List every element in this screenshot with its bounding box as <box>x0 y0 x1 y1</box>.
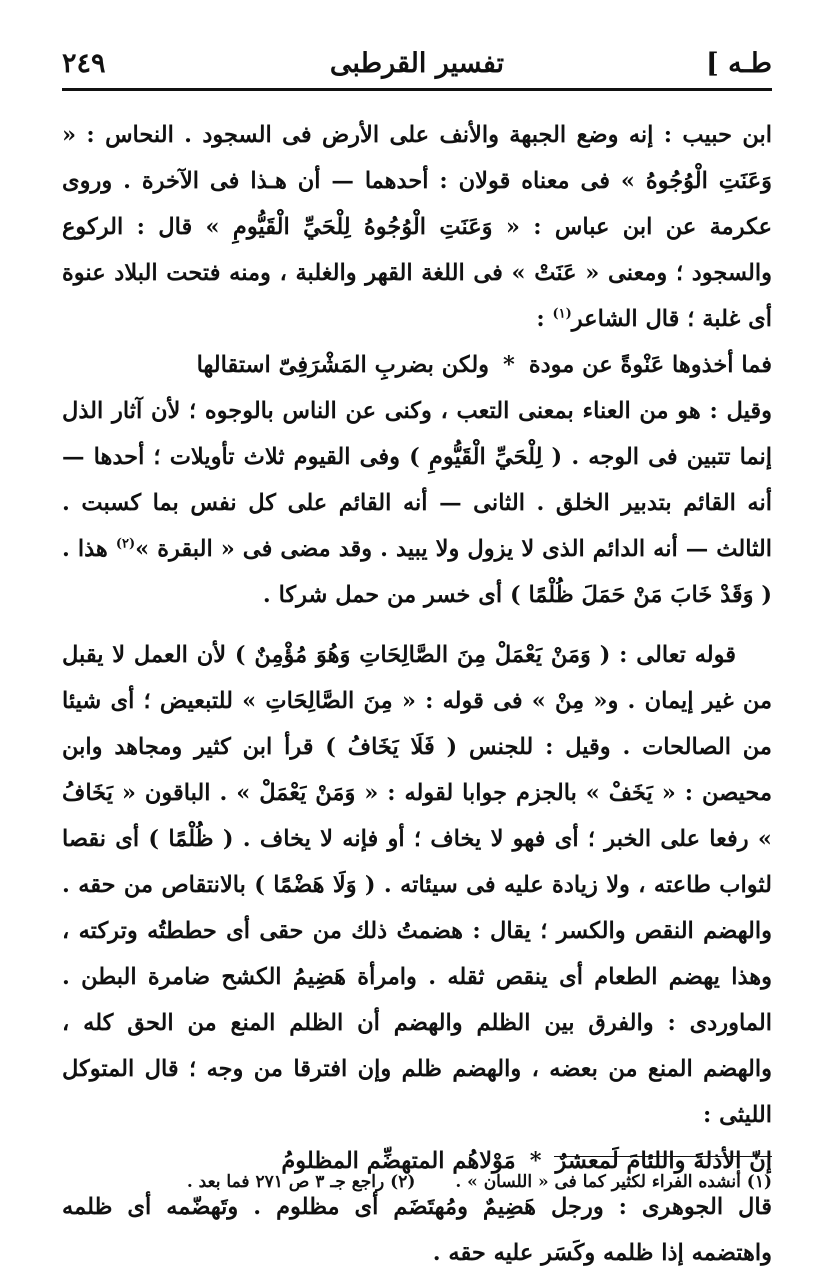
header-rule <box>62 88 772 91</box>
verse-separator: * <box>529 1148 542 1174</box>
paragraph-intro <box>62 112 772 342</box>
body-text <box>62 112 772 1276</box>
paragraph-qayyum <box>62 388 772 618</box>
book-title: تفسير القرطبى <box>329 48 505 79</box>
poetry-verse-1 <box>62 342 772 388</box>
footnote-2: (٢) راجع جـ ٣ ص ٢٧١ فما بعد . <box>186 1172 416 1192</box>
footnotes <box>62 1168 772 1196</box>
chapter-name: طـه ] <box>705 48 772 79</box>
verse-first-hemistich: فما أخذوها عَنْوةً عن مودة <box>528 352 772 378</box>
paragraph-tail: : <box>536 306 553 332</box>
paragraph-text: قوله تعالى : ( وَمَنْ يَعْمَلْ مِنَ الصَّالِحَاتِ وَهُوَ مُؤْمِنٌ ) لأن العمل لا يقبل من غير إيمان . و« مِنْ » فى قوله : « مِنَ الصَّالِحَاتِ » للتبعيض ؛ أى شيئا من الصالحات . وقيل : للجنس ( فَلَا يَخَافُ ) قرأ ابن كثير ومجاهد وابن محيصن : « يَخَفْ » بالجزم جوابا لقوله : « وَمَنْ يَعْمَلْ » . الباقون « يَخَافُ » رفعا على الخبر ؛ أى فهو لا يخاف ؛ أو فإنه لا يخاف . ( ظُلْمًا ) أى نقصا لثواب طاعته ، ولا زيادة عليه فى سيئاته . ( وَلَا هَضْمًا ) بالانتقاص من حقه . والهضم النقص والكسر ؛ يقال : هضمتُ ذلك من حقى أى حططتُه وتركته ، وهذا يهضم الطعام أى ينقص ثقله . وامرأة هَضِيمُ الكشح ضامرة البطن . الماوردى : والفرق بين الظلم والهضم أن الظلم المنع من الحق كله ، والهضم المنع من بعضه ، والهضم ظلم وإن افترقا من وجه ؛ قال المتوكل الليثى : <box>62 642 772 1128</box>
paragraph-jawhari <box>62 1184 772 1276</box>
paragraph-text: ابن حبيب : إنه وضع الجبهة والأنف على الأرض فى السجود . النحاس : « وَعَنَتِ الْوُجُوهُ » فى معناه قولان : أحدهما — أن هـذا فى الآخرة . وروى عكرمة عن ابن عباس : « وَعَنَتِ الْوُجُوهُ لِلْحَيِّ الْقَيُّومِ » قال : الركوع والسجود ؛ ومعنى « عَنَتْ » فى اللغة القهر والغلبة ، ومنه فتحت البلاد عنوة أى غلبة ؛ قال الشاعر <box>62 122 772 332</box>
paragraph-verse-commentary <box>62 632 772 1138</box>
page-number: ٢٤٩ <box>62 48 106 79</box>
footnote-ref-1: (١) <box>552 306 572 322</box>
footnote-1: (١) أنشده الفراء لكثير كما فى « اللسان » . <box>455 1172 772 1192</box>
running-header <box>62 40 772 90</box>
verse-first-hemistich: إنّ الأذلةَ واللئامَ لَمعشرٌ <box>555 1148 772 1174</box>
paragraph-text: وقيل : هو من العناء بمعنى التعب ، وكنى عن الناس بالوجوه ؛ لأن آثار الذل إنما تتبين فى الوجه . ( لِلْحَيِّ الْقَيُّومِ ) وفى القيوم ثلاث تأويلات ؛ أحدها — أنه القائم بتدبير الخلق . الثانى — أنه القائم على كل نفس بما كسبت . الثالث — أنه الدائم الذى لا يزول ولا يبيد . وقد مضى فى « البقرة » <box>62 398 772 562</box>
verse-second-hemistich: مَوْلاهُم المتهضِّم المظلومُ <box>281 1148 516 1174</box>
paragraph-tail: هذا . ( وَقَدْ خَابَ مَنْ حَمَلَ ظُلْمًا ) أى خسر من حمل شركا . <box>62 536 772 608</box>
footnote-rule <box>554 1156 772 1157</box>
footnote-ref-2: (٢) <box>115 536 136 552</box>
verse-second-hemistich: ولكن بضربِ المَشْرَفِىّ استقالها <box>196 352 490 378</box>
verse-separator: * <box>503 352 515 378</box>
paragraph-text: قال الجوهرى : ورجل هَضِيمٌ ومُهتَضَم أى مظلوم . وتَهضّمه أى ظلمه واهتضمه إذا ظلمه وكَسَر عليه حقه . <box>62 1194 772 1266</box>
